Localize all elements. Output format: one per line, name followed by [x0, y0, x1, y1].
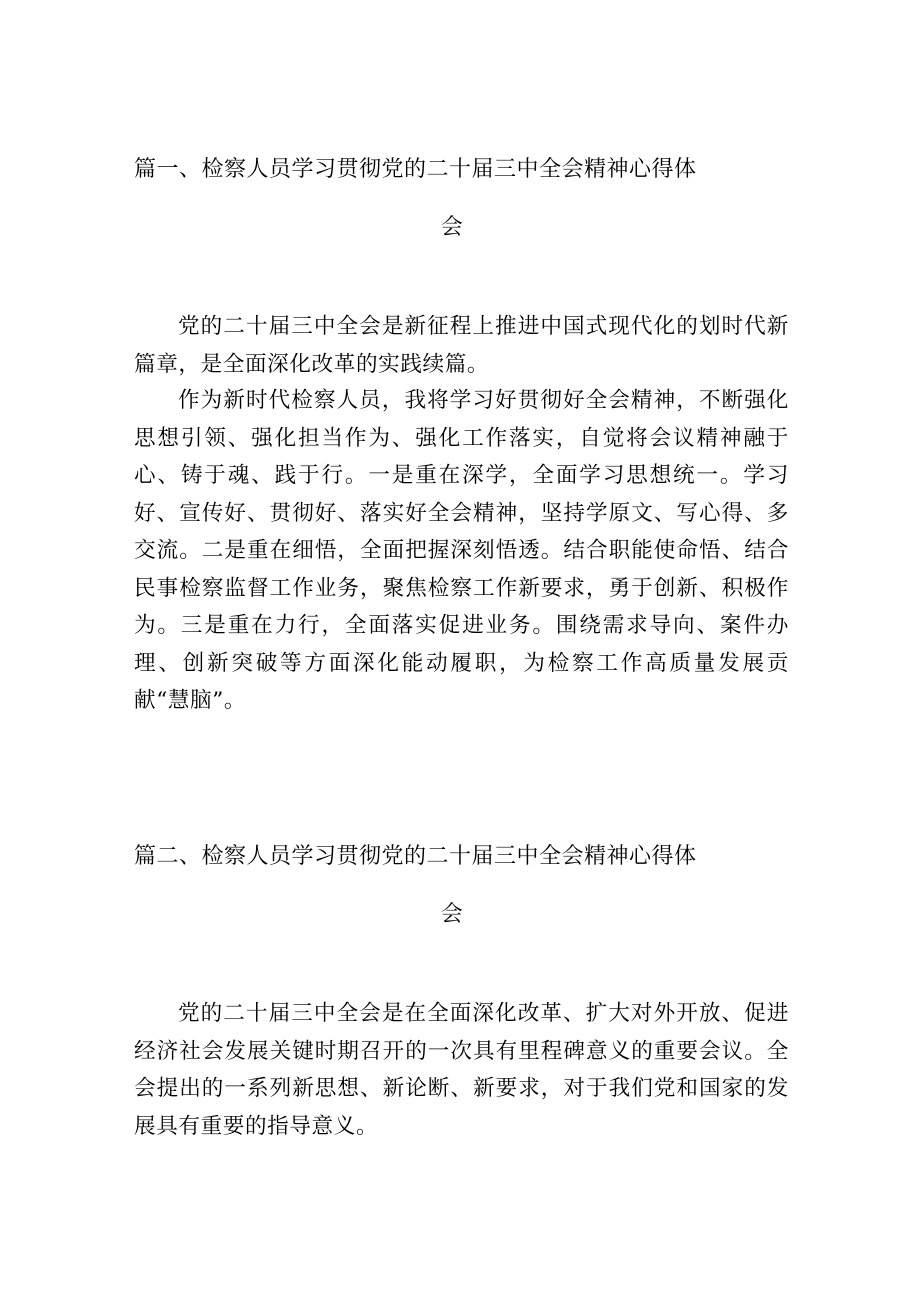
section-1-heading [134, 141, 786, 257]
section-1-heading-line1: 篇一、检察人员学习贯彻党的二十届三中全会精神心得体 [134, 157, 697, 182]
section-2-heading [134, 828, 786, 944]
section-1-paragraph-2: 作为新时代检察人员，我将学习好贯彻好全会精神，不断强化思想引领、强化担当作为、强化工作落实，自觉将会议精神融于心、铸于魂、践于行。一是重在深学，全面学习思想统一。学习好、宣传好、贯彻好、落实好全会精神，坚持学原文、写心得、多交流。二是重在细悟，全面把握深刻悟透。结合职能使命悟、结合民事检察监督工作业务，聚焦检察工作新要求，勇于创新、积极作为。三是重在力行，全面落实促进业务。围绕需求导向、案件办理、创新突破等方面深化能动履职，为检察工作高质量发展贡献“慧脑”。 [134, 388, 789, 713]
section-2-heading-line2: 会 [440, 902, 464, 927]
section-1-heading-line2: 会 [440, 215, 464, 240]
section-2-paragraph-1: 党的二十届三中全会是在全面深化改革、扩大对外开放、促进经济社会发展关键时期召开的一次具有里程碑意义的重要会议。全会提出的一系列新思想、新论断、新要求，对于我们党和国家的发展具有重要的指导意义。 [134, 1001, 789, 1139]
section-1-paragraph-1: 党的二十届三中全会是新征程上推进中国式现代化的划时代新篇章，是全面深化改革的实践续篇。 [134, 314, 789, 377]
section-2-heading-line1: 篇二、检察人员学习贯彻党的二十届三中全会精神心得体 [134, 844, 697, 869]
